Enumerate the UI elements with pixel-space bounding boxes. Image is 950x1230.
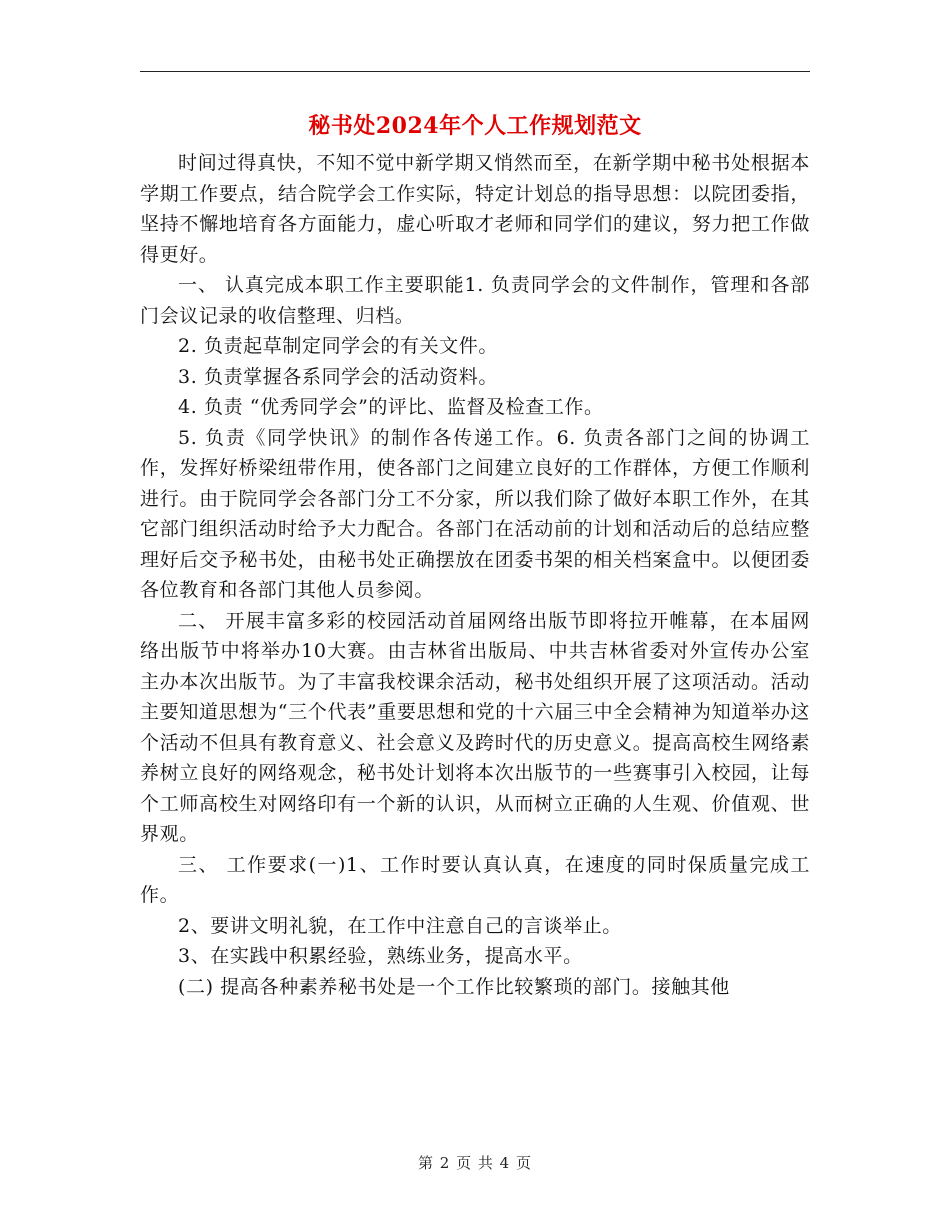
document-body <box>140 148 810 1002</box>
paragraph: 二、 开展丰富多彩的校园活动首届网络出版节即将拉开帷幕，在本届网络出版节中将举办10大赛。由吉林省出版局、中共吉林省委对外宣传办公室主办本次出版节。为了丰富我校课余活动，秘书处组织开展了这项活动。活动主要知道思想为“三个代表”重要思想和党的十六届三中全会精神为知道举办这个活动不但具有教育意义、社会意义及跨时代的历史意义。提高高校生网络素养树立良好的网络观念，秘书处计划将本次出版节的一些赛事引入校园，让每个工师高校生对网络印有一个新的认识，从而树立正确的人生观、价值观、世界观。 <box>140 609 810 845</box>
header-rule <box>140 71 810 72</box>
paragraph: 4. 负责 “优秀同学会”的评比、监督及检查工作。 <box>178 396 604 418</box>
paragraph: 2. 负责起草制定同学会的有关文件。 <box>178 335 498 357</box>
paragraph: 时间过得真快，不知不觉中新学期又悄然而至，在新学期中秘书处根据本学期工作要点，结合院学会工作实际，特定计划总的指导思想：以院团委指，坚持不懈地培育各方面能力，虚心听取才老师和同学们的建议，努力把工作做得更好。 <box>140 152 810 266</box>
paragraph: 5. 负责《同学快讯》的制作各传递工作。6. 负责各部门之间的协调工作，发挥好桥梁纽带作用，使各部门之间建立良好的工作群体，方便工作顺利进行。由于院同学会各部门分工不分家，所以我们除了做好本职工作外，在其它部门组织活动时给予大力配合。各部门在活动前的计划和活动后的总结应整理好后交予秘书处，由秘书处正确摆放在团委书架的相关档案盒中。以便团委各位教育和各部门其他人员参阅。 <box>140 426 810 601</box>
document-title: 秘书处2024年个人工作规划范文 <box>308 113 642 139</box>
paragraph: 2、要讲文明礼貌，在工作中注意自己的言谈举止。 <box>178 914 622 937</box>
paragraph: 一、 认真完成本职工作主要职能1. 负责同学会的文件制作，管理和各部门会议记录的收信整理、归档。 <box>140 274 810 327</box>
paragraph: 3. 负责掌握各系同学会的活动资料。 <box>178 365 498 388</box>
paragraph: 3、在实践中积累经验，熟练业务，提高水平。 <box>178 945 583 967</box>
paragraph: (二) 提高各种素养秘书处是一个工作比较繁琐的部门。接触其他 <box>178 975 730 998</box>
page-number-footer: 第 2 页 共 4 页 <box>418 1154 532 1172</box>
paragraph: 三、 工作要求(一)1、工作时要认真认真，在速度的同时保质量完成工作。 <box>140 853 810 906</box>
